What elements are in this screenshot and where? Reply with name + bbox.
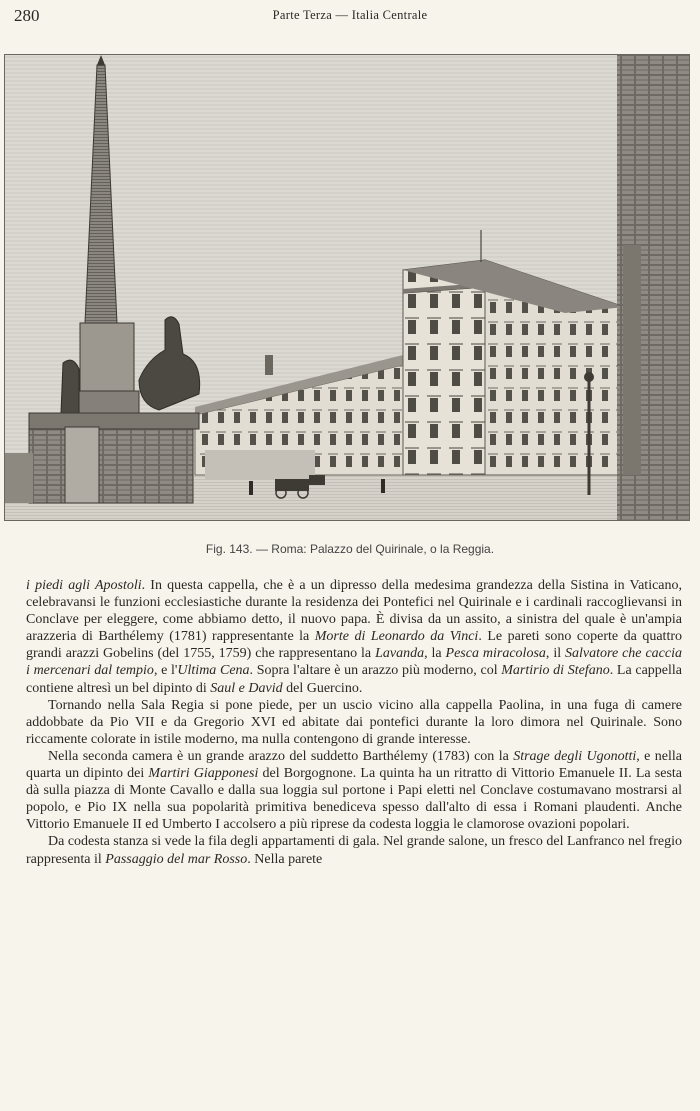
- text-run: , la: [424, 646, 446, 662]
- palazzo-engraving: [5, 55, 689, 520]
- running-head: Parte Terza — Italia Centrale: [272, 8, 428, 22]
- text-run: , e nella quarta un dipinto dei: [26, 748, 682, 782]
- text-run: Tornando nella Sala Regia si pone piede, per un uscio vicino alla cappella Paolina, in una fuga di camere addobbate da Pio VII e da Gregorio XVI ed abitate dai pontefici durante la loro dimora nel Quirinale. Sono riccamente colorate in istile moderno, ma nulla contengono di grande interesse.: [26, 697, 682, 747]
- italic-title: i piedi agli Apostoli: [26, 578, 142, 593]
- italic-title: Salvatore che caccia i mercenari dal tempio: [26, 646, 682, 679]
- engraving-figure: [4, 54, 690, 521]
- text-run: . Sopra l'altare è un arazzo più moderno, col: [249, 663, 502, 679]
- italic-title: Saul e David: [210, 680, 283, 696]
- italic-title: Lavanda: [375, 646, 425, 662]
- paragraph-4: [26, 833, 682, 867]
- text-run: . In questa cappella, che è a un dipresso della medesima grandezza della Sistina in Vaticano, celebravansi le funzioni ecclesiastiche durante la residenza dei Pontefici nel Quirinale e i cardinali raccoglievansi in Conclave per eleggere, come abbiamo detto, il nuovo papa. È divisa da un assito, a sinistra del quale è un'ampia arazzeria di Barthélemy (1781) rappresentante la: [26, 578, 683, 645]
- italic-title: Pesca miracolosa: [445, 646, 546, 662]
- italic-title: Ultima Cena: [177, 663, 250, 679]
- page-header: [14, 6, 686, 28]
- text-run: del Borgognone. La quinta ha un ritratto di Vittorio Emanuele II. La sesta dà sulla piazza di Monte Cavallo e dalla sua loggia sul portone i Papi eletti nel Conclave costumavano mostrarsi al popolo, e Pio IX nella sua popolarità primitiva benediceva spesso dall'alto di essa i Romani plaudenti. Anche Vittorio Emanuele II ed Umberto I accolsero a più riprese da codesta loggia le clamorose ovazioni popolari.: [26, 766, 682, 833]
- text-run: . Nella parete: [247, 851, 323, 867]
- text-run: Da codesta stanza si vede la fila degli appartamenti di gala. Nel grande salone, un fresco del Lanfranco nel fregio rappresenta il: [26, 834, 683, 867]
- text-run: del Guercino.: [282, 680, 363, 696]
- italic-title: Strage degli Ugonotti: [513, 748, 637, 764]
- italic-title: Martirio di Stefano: [501, 663, 610, 679]
- body-text: [26, 577, 682, 868]
- italic-title: Passaggio del mar Rosso: [105, 851, 248, 867]
- paragraph-3: [26, 748, 682, 833]
- paragraph-1: [26, 577, 682, 697]
- text-run: , il: [545, 646, 566, 662]
- text-run: . La cappella contiene altresì un bel dipinto di: [26, 663, 682, 696]
- text-run: Nella seconda camera è un grande arazzo del suddetto Barthélemy (1783) con la: [48, 748, 514, 764]
- italic-title: Martiri Giapponesi: [148, 766, 259, 782]
- figure-caption: Fig. 143. — Roma: Palazzo del Quirinale, o la Reggia.: [205, 542, 495, 556]
- paragraph-2: [26, 697, 682, 748]
- text-run: . Le pareti sono coperte da quattro grandi arazzi Gobelins (del 1755, 1759) che rappresentano la: [26, 629, 682, 662]
- page-number: 280: [14, 6, 40, 25]
- italic-title: Morte di Leonardo da Vinci: [314, 629, 479, 645]
- text-run: , e l': [153, 663, 178, 679]
